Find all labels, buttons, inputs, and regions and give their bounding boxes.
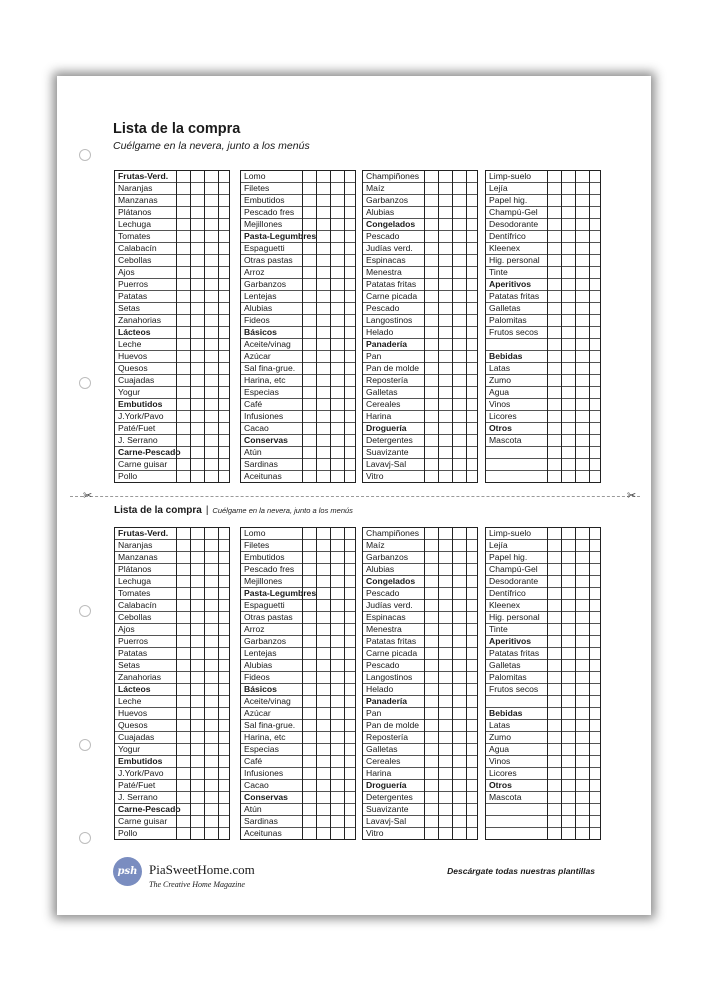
- list-item: [486, 339, 600, 351]
- list-item: Frutos secos: [486, 684, 600, 696]
- list-item: Manzanas: [115, 195, 229, 207]
- list-item: Detergentes: [363, 792, 477, 804]
- checkbox-column-divider: [466, 528, 467, 839]
- list-item: Zumo: [486, 375, 600, 387]
- list-item: Hig. personal: [486, 612, 600, 624]
- list-item: Vinos: [486, 756, 600, 768]
- list-item: Desodorante: [486, 219, 600, 231]
- list-item: Fideos: [241, 315, 355, 327]
- list-item: Maíz: [363, 183, 477, 195]
- list-item: [486, 828, 600, 840]
- list-item: Langostinos: [363, 672, 477, 684]
- list-title-bottom-text: Lista de la compra: [114, 505, 202, 516]
- list-item: Leche: [115, 339, 229, 351]
- checkbox-column-divider: [176, 171, 177, 482]
- checkbox-column-divider: [547, 171, 548, 482]
- category-header: Aperitivos: [486, 636, 600, 648]
- category-header: Congelados: [363, 219, 477, 231]
- category-header: Conservas: [241, 792, 355, 804]
- list-item: Huevos: [115, 351, 229, 363]
- checkbox-column-divider: [575, 528, 576, 839]
- list-item: Cereales: [363, 756, 477, 768]
- list-column: [362, 170, 478, 483]
- list-item: Champú-Gel: [486, 564, 600, 576]
- category-header: Bebidas: [486, 351, 600, 363]
- list-item: Zanahorias: [115, 672, 229, 684]
- list-item: Calabacín: [115, 600, 229, 612]
- list-item: Pescado fres: [241, 207, 355, 219]
- list-item: Lejía: [486, 183, 600, 195]
- list-item: Lechuga: [115, 219, 229, 231]
- list-item: [486, 696, 600, 708]
- list-item: Ajos: [115, 267, 229, 279]
- category-header: Frutas-Verd.: [115, 171, 229, 183]
- list-item: Palomitas: [486, 672, 600, 684]
- list-item: Licores: [486, 768, 600, 780]
- brand-logo: psh: [113, 857, 142, 886]
- list-item: Judías verd.: [363, 600, 477, 612]
- category-header: Otros: [486, 780, 600, 792]
- list-item: [486, 447, 600, 459]
- list-item: Champú-Gel: [486, 207, 600, 219]
- list-item: Lejía: [486, 540, 600, 552]
- list-item: Galletas: [486, 660, 600, 672]
- list-item: Tomates: [115, 588, 229, 600]
- list-item: Patatas fritas: [363, 636, 477, 648]
- list-item: Alubias: [241, 660, 355, 672]
- list-item: Atún: [241, 804, 355, 816]
- checkbox-column-divider: [589, 528, 590, 839]
- brand-name: PiaSweetHome.com: [149, 862, 255, 877]
- list-item: Quesos: [115, 363, 229, 375]
- list-item: Galletas: [486, 303, 600, 315]
- list-item: Aceite/vinag: [241, 339, 355, 351]
- list-item: Helado: [363, 684, 477, 696]
- list-item: Quesos: [115, 720, 229, 732]
- list-item: Galletas: [363, 744, 477, 756]
- list-item: Latas: [486, 720, 600, 732]
- list-item: Pan: [363, 708, 477, 720]
- list-item: Plátanos: [115, 564, 229, 576]
- list-column: [362, 527, 478, 840]
- list-item: J.York/Pavo: [115, 768, 229, 780]
- list-item: Langostinos: [363, 315, 477, 327]
- list-item: Aceitunas: [244, 828, 282, 838]
- checkbox-column-divider: [438, 171, 439, 482]
- list-item: Papel hig.: [486, 195, 600, 207]
- list-item: Sardinas: [241, 459, 355, 471]
- list-item: Sal fina-grue.: [241, 363, 355, 375]
- list-item: Pan de molde: [363, 363, 477, 375]
- list-item: Papel hig.: [486, 552, 600, 564]
- list-item: [486, 471, 600, 483]
- list-item: Especias: [241, 744, 355, 756]
- checkbox-column-divider: [316, 528, 317, 839]
- list-item: Alubias: [363, 564, 477, 576]
- list-item: Judías verd.: [363, 243, 477, 255]
- list-item: Carne guisar: [115, 816, 229, 828]
- checkbox-column-divider: [575, 171, 576, 482]
- list-item: Setas: [115, 303, 229, 315]
- list-item: Lentejas: [241, 648, 355, 660]
- list-item: Yogur: [115, 744, 229, 756]
- category-header: Congelados: [363, 576, 477, 588]
- checkbox-column-divider: [330, 171, 331, 482]
- list-item: Lechuga: [115, 576, 229, 588]
- list-column: [240, 170, 356, 483]
- list-item: Infusiones: [241, 768, 355, 780]
- list-item: Cacao: [241, 423, 355, 435]
- list-column: [114, 170, 230, 483]
- list-item: Fideos: [241, 672, 355, 684]
- list-item: Tomates: [115, 231, 229, 243]
- checkbox-column-divider: [218, 528, 219, 839]
- category-header: Aperitivos: [486, 279, 600, 291]
- checkbox-column-divider: [330, 528, 331, 839]
- list-item: Lomo: [241, 528, 355, 540]
- cut-line: [70, 496, 640, 497]
- list-item: Espaguetti: [241, 600, 355, 612]
- list-item: Harina: [363, 411, 477, 423]
- checkbox-column-divider: [302, 171, 303, 482]
- list-item: Mejillones: [241, 576, 355, 588]
- scissors-icon: ✂: [627, 490, 637, 502]
- list-item: Desodorante: [486, 576, 600, 588]
- list-item: Lentejas: [241, 291, 355, 303]
- list-item: Café: [241, 399, 355, 411]
- category-header: Otros: [486, 423, 600, 435]
- list-item: Garbanzos: [241, 636, 355, 648]
- list-item: Naranjas: [115, 183, 229, 195]
- list-item: Plátanos: [115, 207, 229, 219]
- list-item: Leche: [115, 696, 229, 708]
- list-item: Otras pastas: [241, 612, 355, 624]
- list-item: Otras pastas: [241, 255, 355, 267]
- list-item: Carne picada: [363, 291, 477, 303]
- list-item: Carne guisar: [115, 459, 229, 471]
- list-item: Helado: [363, 327, 477, 339]
- list-item: Cacao: [241, 780, 355, 792]
- list-item: Maíz: [363, 540, 477, 552]
- list-item: J.York/Pavo: [115, 411, 229, 423]
- category-header: Pasta-Legumbres: [241, 231, 355, 243]
- list-item: Tinte: [486, 624, 600, 636]
- list-item: Puerros: [115, 636, 229, 648]
- list-item: Mascota: [486, 435, 600, 447]
- list-item: Frutos secos: [486, 327, 600, 339]
- list-item: Latas: [486, 363, 600, 375]
- checkbox-column-divider: [452, 528, 453, 839]
- list-item: Garbanzos: [241, 279, 355, 291]
- list-item: Infusiones: [241, 411, 355, 423]
- category-header: Lácteos: [115, 327, 229, 339]
- list-item: Champiñones: [363, 171, 477, 183]
- checkbox-column-divider: [561, 171, 562, 482]
- list-item: Pescado: [363, 231, 477, 243]
- list-item: Limp-suelo: [486, 171, 600, 183]
- list-item: Vitro: [366, 471, 384, 481]
- list-item: Manzanas: [115, 552, 229, 564]
- list-item: Detergentes: [363, 435, 477, 447]
- binder-hole-1: [79, 149, 91, 161]
- checkbox-column-divider: [452, 171, 453, 482]
- binder-hole-2: [79, 377, 91, 389]
- list-item: Cuajadas: [115, 732, 229, 744]
- category-header: Embutidos: [115, 756, 229, 768]
- list-item: Pan: [363, 351, 477, 363]
- list-item: Harina: [363, 768, 477, 780]
- list-item: Espaguetti: [241, 243, 355, 255]
- list-item: Café: [241, 756, 355, 768]
- checkbox-column-divider: [190, 528, 191, 839]
- list-item: Espinacas: [363, 612, 477, 624]
- list-item: Arroz: [241, 624, 355, 636]
- list-item: Patatas fritas: [363, 279, 477, 291]
- list-item: Cebollas: [115, 255, 229, 267]
- category-header: Droguería: [363, 780, 477, 792]
- list-item: Hig. personal: [486, 255, 600, 267]
- list-item: Agua: [486, 387, 600, 399]
- list-item: Sardinas: [241, 816, 355, 828]
- list-item: J. Serrano: [115, 435, 229, 447]
- checkbox-column-divider: [561, 528, 562, 839]
- list-subtitle-bottom: Cuélgame en la nevera, junto a los menús: [212, 506, 353, 515]
- list-item: Ajos: [115, 624, 229, 636]
- list-item: Patatas: [115, 291, 229, 303]
- list-item: Embutidos: [241, 552, 355, 564]
- list-item: Pan de molde: [363, 720, 477, 732]
- list-item: Espinacas: [363, 255, 477, 267]
- list-item: Repostería: [363, 732, 477, 744]
- list-item: Zanahorias: [115, 315, 229, 327]
- list-item: J. Serrano: [115, 792, 229, 804]
- brand-tagline: The Creative Home Magazine: [149, 880, 245, 889]
- list-column: [114, 527, 230, 840]
- list-item: Garbanzos: [363, 195, 477, 207]
- category-header: Pasta-Legumbres: [241, 588, 355, 600]
- list-item: Paté/Fuet: [115, 780, 229, 792]
- category-header: Carne-Pescado: [115, 447, 229, 459]
- list-column: [485, 527, 601, 840]
- category-header: Embutidos: [115, 399, 229, 411]
- list-item: Mascota: [486, 792, 600, 804]
- list-item: Pollo: [118, 828, 138, 838]
- checkbox-column-divider: [316, 171, 317, 482]
- list-item: [486, 459, 600, 471]
- checkbox-column-divider: [344, 171, 345, 482]
- checkbox-column-divider: [424, 171, 425, 482]
- list-title-top: Lista de la compra: [113, 121, 241, 137]
- list-item: Vitro: [366, 828, 384, 838]
- checkbox-column-divider: [176, 528, 177, 839]
- category-header: Frutas-Verd.: [115, 528, 229, 540]
- list-item: Mejillones: [241, 219, 355, 231]
- list-item: Vinos: [486, 399, 600, 411]
- list-item: Patatas fritas: [486, 648, 600, 660]
- list-item: Lomo: [241, 171, 355, 183]
- category-header: Droguería: [363, 423, 477, 435]
- list-item: Champiñones: [363, 528, 477, 540]
- list-item: Dentífrico: [486, 231, 600, 243]
- checkbox-column-divider: [190, 171, 191, 482]
- list-item: Aceite/vinag: [241, 696, 355, 708]
- category-header: Panadería: [363, 339, 477, 351]
- list-item: Patatas fritas: [486, 291, 600, 303]
- list-item: Lavavj-Sal: [363, 816, 477, 828]
- list-item: Atún: [241, 447, 355, 459]
- list-item: Menestra: [363, 624, 477, 636]
- list-item: Harina, etc: [241, 375, 355, 387]
- list-item: Huevos: [115, 708, 229, 720]
- category-header: Lácteos: [115, 684, 229, 696]
- list-column: [485, 170, 601, 483]
- list-item: Kleenex: [486, 243, 600, 255]
- list-item: Licores: [486, 411, 600, 423]
- list-item: Zumo: [486, 732, 600, 744]
- list-item: Especias: [241, 387, 355, 399]
- list-item: Garbanzos: [363, 552, 477, 564]
- category-header: Carne-Pescado: [115, 804, 229, 816]
- binder-hole-5: [79, 832, 91, 844]
- binder-hole-4: [79, 739, 91, 751]
- category-header: Panadería: [363, 696, 477, 708]
- list-item: Galletas: [363, 387, 477, 399]
- list-item: Arroz: [241, 267, 355, 279]
- list-item: Paté/Fuet: [115, 423, 229, 435]
- checkbox-column-divider: [218, 171, 219, 482]
- download-templates-link[interactable]: Descárgate todas nuestras plantillas: [447, 866, 595, 876]
- list-item: Tinte: [486, 267, 600, 279]
- category-header: Básicos: [241, 684, 355, 696]
- list-item: Cereales: [363, 399, 477, 411]
- list-title-bottom: [114, 505, 353, 516]
- list-item: Lavavj-Sal: [363, 459, 477, 471]
- category-header: Bebidas: [486, 708, 600, 720]
- list-item: Carne picada: [363, 648, 477, 660]
- list-item: Repostería: [363, 375, 477, 387]
- list-item: Naranjas: [115, 540, 229, 552]
- list-item: Yogur: [115, 387, 229, 399]
- checkbox-column-divider: [438, 528, 439, 839]
- list-item: Agua: [486, 744, 600, 756]
- title-separator: |: [205, 505, 209, 516]
- checkbox-column-divider: [204, 171, 205, 482]
- list-item: Alubias: [241, 303, 355, 315]
- category-header: Básicos: [241, 327, 355, 339]
- list-item: Alubias: [363, 207, 477, 219]
- list-item: Calabacín: [115, 243, 229, 255]
- list-item: Pescado fres: [241, 564, 355, 576]
- checkbox-column-divider: [344, 528, 345, 839]
- checkbox-column-divider: [466, 171, 467, 482]
- list-item: Dentífrico: [486, 588, 600, 600]
- list-item: Suavizante: [363, 804, 477, 816]
- list-item: Pollo: [118, 471, 138, 481]
- category-header: Conservas: [241, 435, 355, 447]
- list-item: Suavizante: [363, 447, 477, 459]
- list-item: Harina, etc: [241, 732, 355, 744]
- list-item: Embutidos: [241, 195, 355, 207]
- list-item: Limp-suelo: [486, 528, 600, 540]
- list-item: Patatas: [115, 648, 229, 660]
- list-item: Aceitunas: [244, 471, 282, 481]
- list-item: [486, 816, 600, 828]
- checkbox-column-divider: [424, 528, 425, 839]
- checkbox-column-divider: [302, 528, 303, 839]
- list-item: [486, 804, 600, 816]
- checkbox-column-divider: [547, 528, 548, 839]
- list-item: Puerros: [115, 279, 229, 291]
- list-item: Sal fina-grue.: [241, 720, 355, 732]
- list-item: Filetes: [241, 183, 355, 195]
- list-item: Palomitas: [486, 315, 600, 327]
- list-item: Azúcar: [241, 351, 355, 363]
- list-column: [240, 527, 356, 840]
- list-item: Menestra: [363, 267, 477, 279]
- binder-hole-3: [79, 605, 91, 617]
- list-item: Azúcar: [241, 708, 355, 720]
- checkbox-column-divider: [589, 171, 590, 482]
- list-subtitle-top: Cuélgame en la nevera, junto a los menús: [113, 140, 310, 152]
- list-item: Kleenex: [486, 600, 600, 612]
- list-item: Pescado: [363, 303, 477, 315]
- list-item: Pescado: [363, 588, 477, 600]
- list-item: Cebollas: [115, 612, 229, 624]
- scissors-icon: ✂: [83, 490, 93, 502]
- checkbox-column-divider: [204, 528, 205, 839]
- list-item: Cuajadas: [115, 375, 229, 387]
- list-item: Setas: [115, 660, 229, 672]
- list-item: Filetes: [241, 540, 355, 552]
- list-item: Pescado: [363, 660, 477, 672]
